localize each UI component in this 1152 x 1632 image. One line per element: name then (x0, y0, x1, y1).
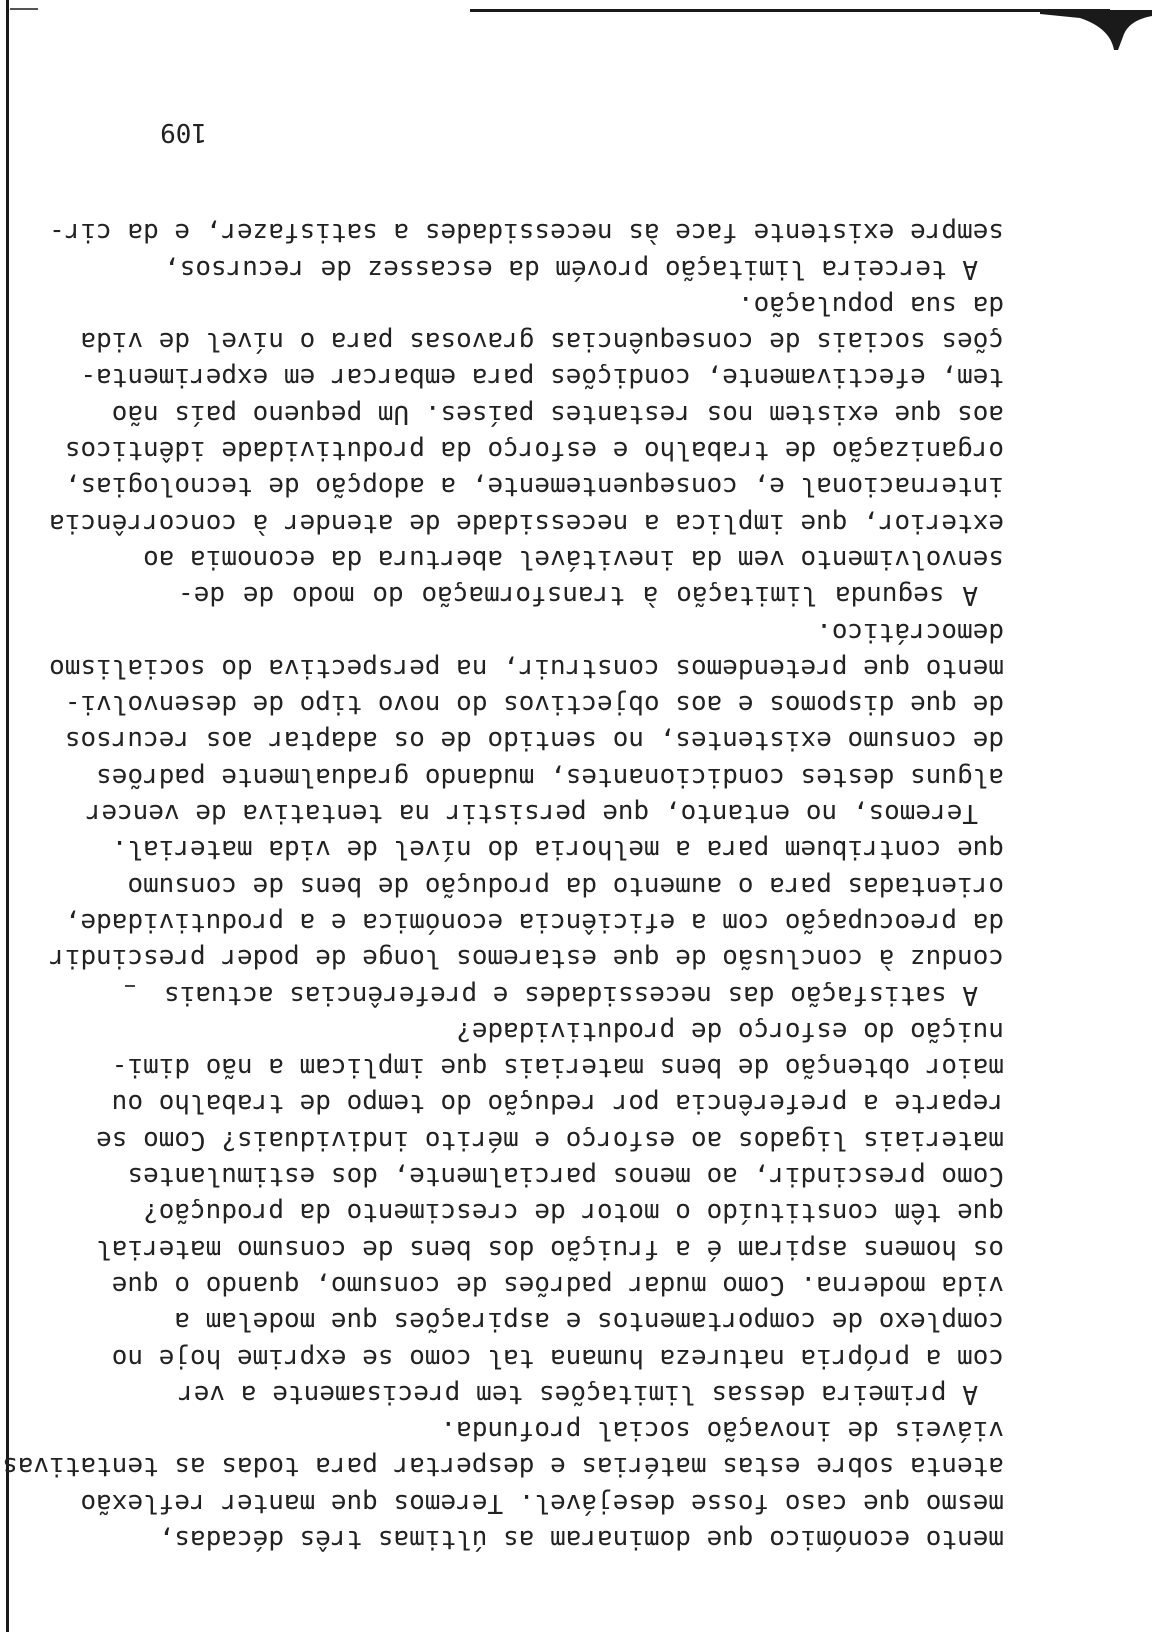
body-text (2, 214, 1004, 1557)
text-line: reparte a preferência por redução do tempo de trabalho ou (111, 1088, 1004, 1119)
paragraph-first-line: Teremos, no entanto, que persistir na tentativa de vencer (85, 798, 978, 829)
text-line: que têm constituído o motor de crescimento da produção? (143, 1197, 1004, 1228)
text-line: orientadas para o aumento da produção de bens de consumo (127, 870, 1004, 901)
text-line: maior obtenção de bens materiais que implicam a não dimi- (111, 1052, 1004, 1083)
paragraph-first-line: A segunda limitação à transformação do modo de de- (178, 580, 978, 611)
text-line: aos que existem nos restantes países. Um pequeno país não (111, 398, 1004, 429)
text-line: senvolvimento vem da inevitável abertura da economia ao (143, 543, 1004, 574)
text-line: de consumo existentes, no sentido de os adaptar aos recursos (64, 725, 1004, 756)
text-line: de que dispomos e aos objectivos do novo tipo de desenvolvi- (64, 689, 1004, 720)
text-line: tem, efectivamente, condições para embarcar em experimenta- (80, 362, 1004, 393)
text-line: sempre existente face às necessidades a satisfazer, e da cir- (49, 217, 1004, 248)
text-line: da preocupação com a eficiência económica e a produtividade, (64, 906, 1004, 937)
text-line: internacional e, consequentemente, a adopção de tecnologias, (64, 471, 1004, 502)
text-line: que contribuem para a melhoria do nível de vida material. (111, 834, 1004, 865)
paragraph-first-line: A satisfação das necessidades e preferências actuais (164, 979, 978, 1010)
text-line: nuição do esforço de produtividade? (456, 1015, 1004, 1046)
text-line: vida moderna. Como mudar padrões de consumo, quando o que (111, 1269, 1004, 1300)
text-line: democrático. (816, 616, 1004, 647)
text-line: mento económico que dominaram as últimas três décadas, (158, 1524, 1004, 1554)
text-line: alguns destes condicionantes, mudando gradualmente padrões (96, 761, 1004, 792)
text-line: os homens aspiram é a fruição dos bens de consumo material (96, 1233, 1004, 1264)
text-line: Como prescindir, ao menos parcialmente, dos estimulantes (127, 1161, 1004, 1192)
text-line: conduz à conclusão de que estaremos longe de poder prescindir (49, 943, 1004, 974)
text-line: exterior, que implica a necessidade de atender à concorrência (49, 507, 1004, 538)
paragraph-first-line: A primeira dessas limitações tem precisamente a ver (178, 1378, 978, 1409)
text-line: mento que pretendemos construir, na perspectiva do socialismo (49, 652, 1004, 683)
text-line: complexo de comportamentos e aspirações que modelam a (174, 1306, 1004, 1337)
page-number: 109 (160, 117, 207, 147)
text-line: organização de trabalho e esforço da produtividade idênticos (64, 435, 1004, 466)
text-line: mesmo que caso fosse desejável. Teremos que manter reflexão (80, 1487, 1004, 1518)
text-line: ções sociais de consequências gravosas para o nível de vida (80, 326, 1004, 357)
text-line: com a própria natureza humana tal como se exprime hoje no (111, 1342, 1004, 1373)
paragraph-first-line: A terceira limitação provém da escassez de recursos, (164, 253, 978, 284)
text-line: da sua população. (737, 289, 1004, 320)
text-line: viáveis de inovação social profunda. (440, 1415, 1004, 1446)
text-line: materiais ligados ao esforço e mérito individuais? Como se (96, 1124, 1004, 1155)
text-line: atenta sobre estas matérias e despertar para todas as tentativas (2, 1451, 1004, 1482)
